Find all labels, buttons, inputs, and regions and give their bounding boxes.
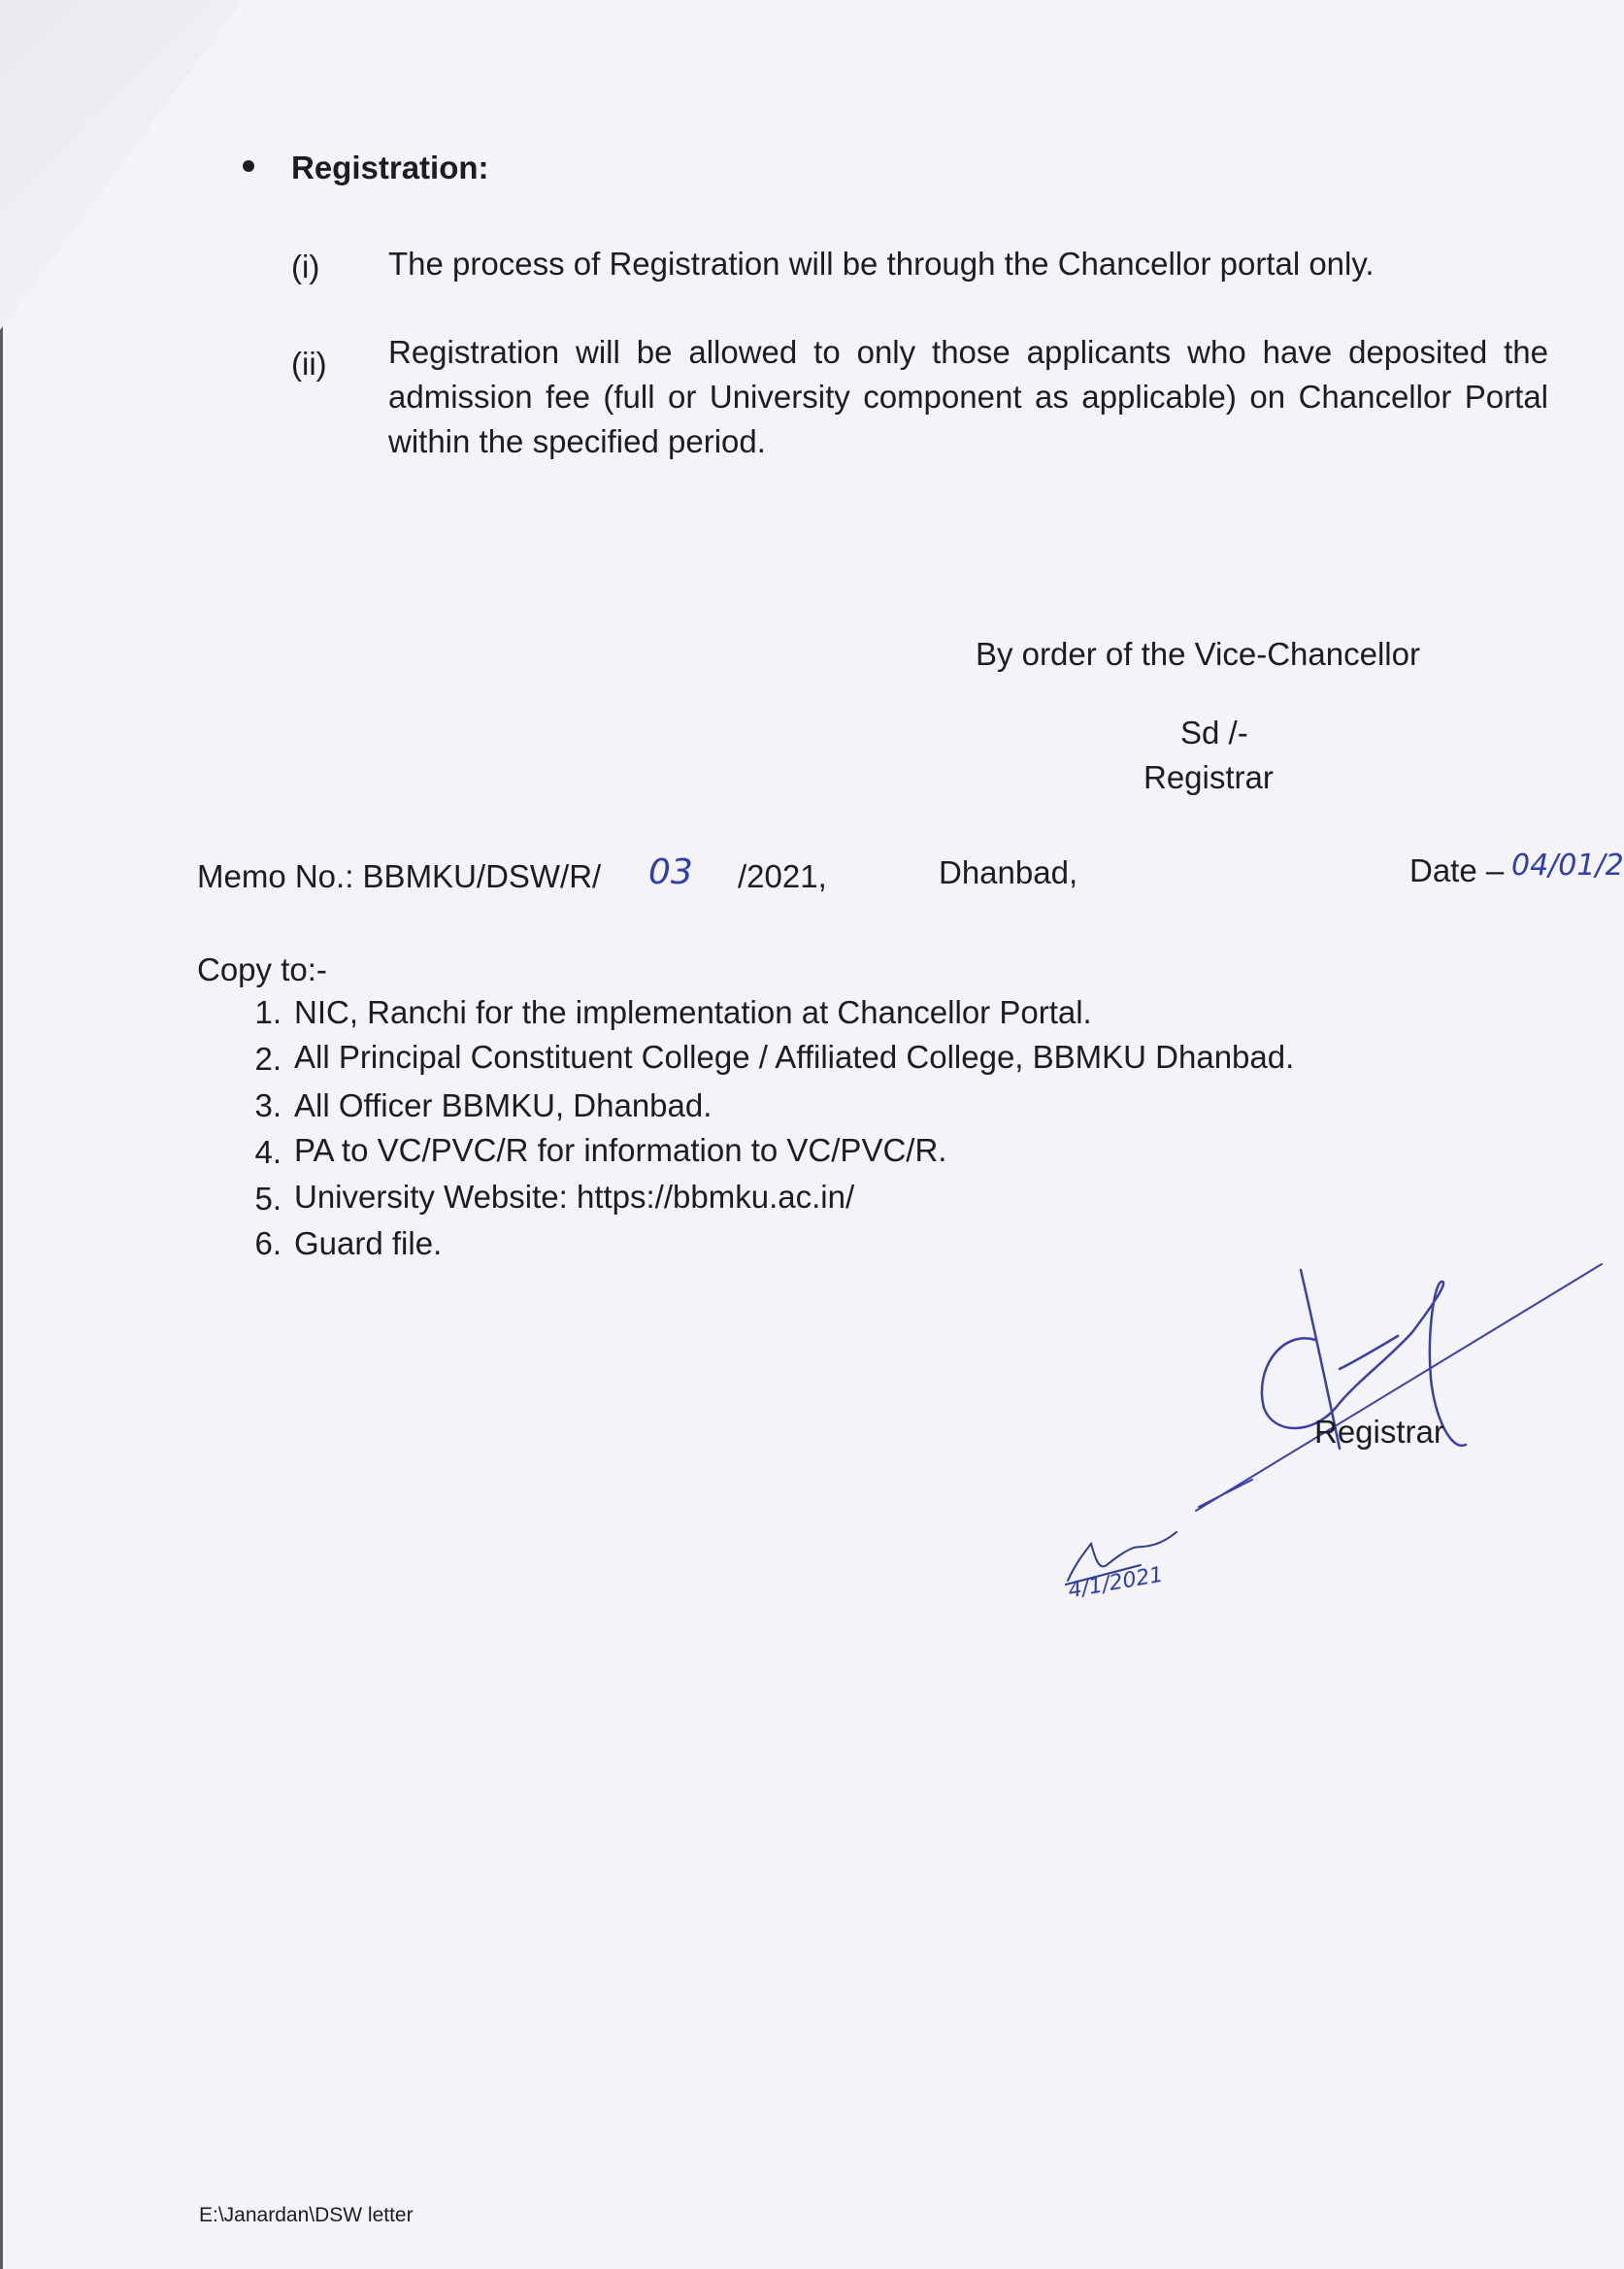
list-item: All Principal Constituent College / Affiliated College, BBMKU Dhanbad. <box>294 1039 1295 1075</box>
date-handwritten: 04/01/2 <box>1511 849 1624 883</box>
list-number: 4. <box>254 1134 282 1170</box>
list-item: PA to VC/PVC/R for information to VC/PVC/R. <box>294 1132 947 1168</box>
item-text: The process of Registration will be through the Chancellor portal only. <box>388 246 1375 282</box>
memo-year: /2021, <box>738 858 827 894</box>
list-item: Guard file. <box>294 1225 443 1261</box>
list-number: 3. <box>254 1087 282 1123</box>
section-heading: Registration: <box>291 150 489 185</box>
sd-line: Sd /- <box>1180 715 1248 751</box>
list-item: University Website: https://bbmku.ac.in/ <box>294 1179 855 1215</box>
list-item: NIC, Ranchi for the implementation at Chancellor Portal. <box>294 994 1092 1030</box>
memo-number-handwritten: 03 <box>648 852 693 892</box>
list-number: 5. <box>254 1181 282 1217</box>
item-number: (ii) <box>291 346 327 382</box>
item-number: (i) <box>291 249 320 284</box>
registrar-title: Registrar <box>1143 759 1274 795</box>
date-label: Date – <box>1409 852 1505 888</box>
signature-title: Registrar <box>1314 1414 1444 1450</box>
copy-heading: Copy to:- <box>197 951 327 987</box>
file-path-footer: E:\Janardan\DSW letter <box>199 2204 414 2226</box>
memo-place: Dhanbad, <box>939 854 1078 890</box>
list-number: 2. <box>254 1041 282 1077</box>
by-order-line: By order of the Vice-Chancellor <box>976 636 1420 672</box>
item-text: Registration will be allowed to only those applicants who have deposited the admission fee (full or University component as applicable) on Chancellor Portal within the specified period. <box>388 334 1548 459</box>
initial-date-handwritten: 4/1/2021 <box>1066 1562 1166 1604</box>
memo-label: Memo No.: BBMKU/DSW/R/ <box>197 858 602 894</box>
list-item: All Officer BBMKU, Dhanbad. <box>294 1087 713 1123</box>
list-number: 6. <box>254 1225 282 1261</box>
list-number: 1. <box>254 994 282 1030</box>
